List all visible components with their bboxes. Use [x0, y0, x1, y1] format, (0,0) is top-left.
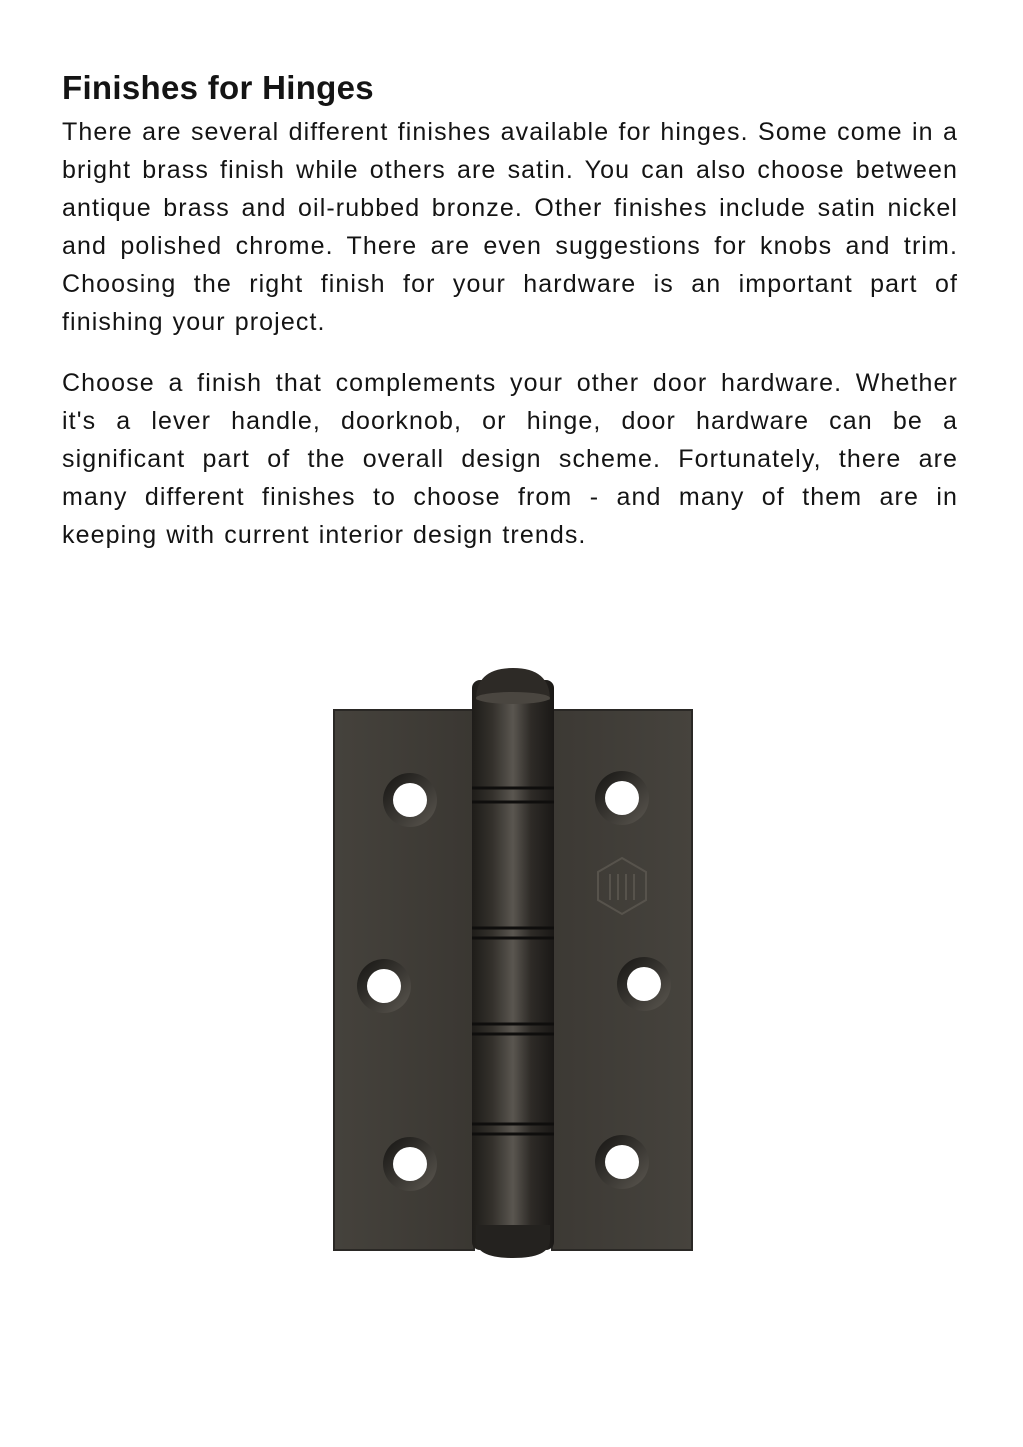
- page-title: Finishes for Hinges: [62, 69, 374, 106]
- hinge-knuckle: [472, 680, 554, 1250]
- hinge-image: [322, 660, 704, 1265]
- body-paragraph: Choose a finish that complements your other door hardware. Whether it's a lever handle, doorknob, or hinge, door hardware can be a significant part of the overall design scheme. Fortunately, there are many different finishes to choose from - and many of them are in keeping with current interior design trends.: [62, 369, 958, 549]
- body-paragraph: There are several different finishes available for hinges. Some come in a bright brass finish while others are satin. You can also choose between antique brass and oil-rubbed bronze. Other finishes include satin nickel and polished chrome. There are even suggestions for knobs and trim. Choosing the right finish for your hardware is an important part of finishing your project.: [62, 118, 958, 336]
